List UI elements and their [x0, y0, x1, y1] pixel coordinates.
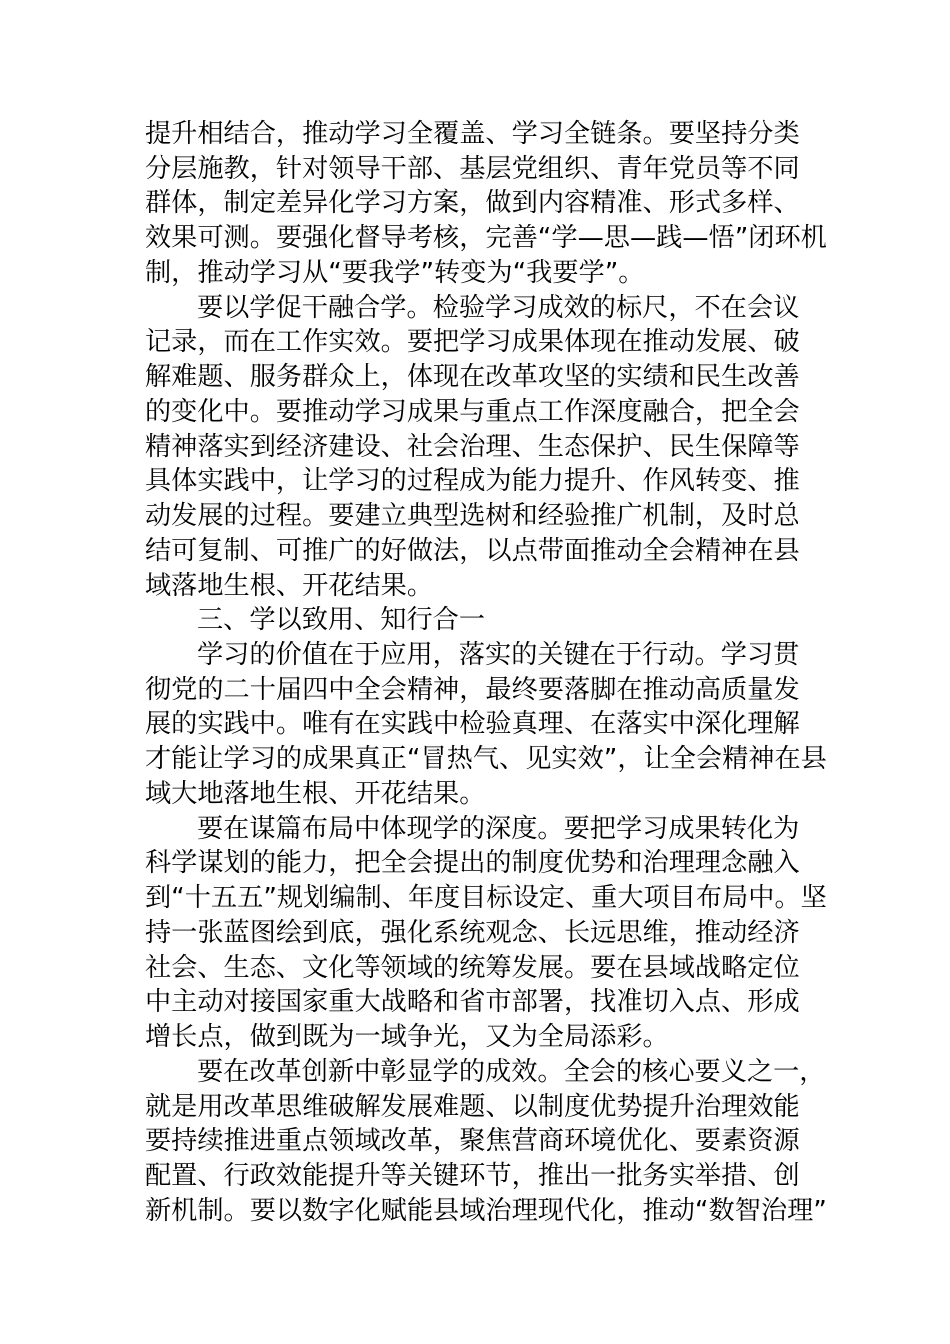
text-line: 要持续推进重点领域改革，聚焦营商环境优化、要素资源: [145, 1126, 800, 1157]
text-line: 学习的价值在于应用，落实的关键在于行动。学习贯: [197, 640, 800, 671]
document-body: [145, 117, 825, 1229]
text-line: 科学谋划的能力，把全会提出的制度优势和治理理念融入: [145, 848, 800, 879]
text-line: 持一张蓝图绘到底，强化系统观念、长远思维，推动经济: [145, 917, 800, 948]
text-line: 配置、行政效能提升等关键环节，推出一批务实举措、创: [145, 1161, 800, 1192]
text-line: 要在谋篇布局中体现学的深度。要把学习成果转化为: [197, 813, 800, 844]
text-line: 域大地落地生根、开花结果。: [145, 778, 486, 809]
text-line: 分层施教，针对领导干部、基层党组织、青年党员等不同: [145, 153, 800, 184]
text-line: 就是用改革思维破解发展难题、以制度优势提升治理效能: [145, 1091, 800, 1122]
text-line: 要在改革创新中彰显学的成效。全会的核心要义之一，: [197, 1056, 826, 1087]
text-line: 域落地生根、开花结果。: [145, 570, 434, 601]
text-line: 动发展的过程。要建立典型选树和经验推广机制，及时总: [145, 501, 800, 532]
text-line: 提升相结合，推动学习全覆盖、学习全链条。要坚持分类: [145, 119, 800, 149]
text-line: 社会、生态、文化等领域的统筹发展。要在县域战略定位: [145, 952, 800, 983]
section-heading: 三、学以致用、知行合一: [197, 605, 486, 636]
text-line: 新机制。要以数字化赋能县域治理现代化，推动“数智治理”: [145, 1195, 827, 1226]
text-line: 具体实践中，让学习的过程成为能力提升、作风转变、推: [145, 466, 800, 497]
text-line: 群体，制定差异化学习方案，做到内容精准、形式多样、: [145, 188, 800, 219]
text-line: 解难题、服务群众上，体现在改革攻坚的实绩和民生改善: [145, 362, 800, 393]
text-line: 增长点，做到既为一域争光，又为全局添彩。: [145, 1022, 669, 1053]
text-line: 效果可测。要强化督导考核，完善“学—思—践—悟”闭环机: [145, 223, 827, 254]
text-line: 要以学促干融合学。检验学习成效的标尺，不在会议: [197, 292, 800, 323]
text-line: 中主动对接国家重大战略和省市部署，找准切入点、形成: [145, 987, 800, 1018]
text-line: 的变化中。要推动学习成果与重点工作深度融合，把全会: [145, 396, 800, 427]
text-line: 展的实践中。唯有在实践中检验真理、在落实中深化理解: [145, 709, 800, 740]
text-line: 制，推动学习从“要我学”转变为“我要学”。: [145, 257, 645, 288]
text-line: 精神落实到经济建设、社会治理、生态保护、民生保障等: [145, 431, 800, 462]
text-line: 结可复制、可推广的好做法，以点带面推动全会精神在县: [145, 535, 800, 566]
text-line: 记录，而在工作实效。要把学习成果体现在推动发展、破: [145, 327, 800, 358]
text-line: 彻党的二十届四中全会精神，最终要落脚在推动高质量发: [145, 674, 800, 705]
text-line: 到“十五五”规划编制、年度目标设定、重大项目布局中。坚: [145, 883, 827, 914]
text-line: 才能让学习的成果真正“冒热气、见实效”，让全会精神在县: [145, 744, 827, 775]
